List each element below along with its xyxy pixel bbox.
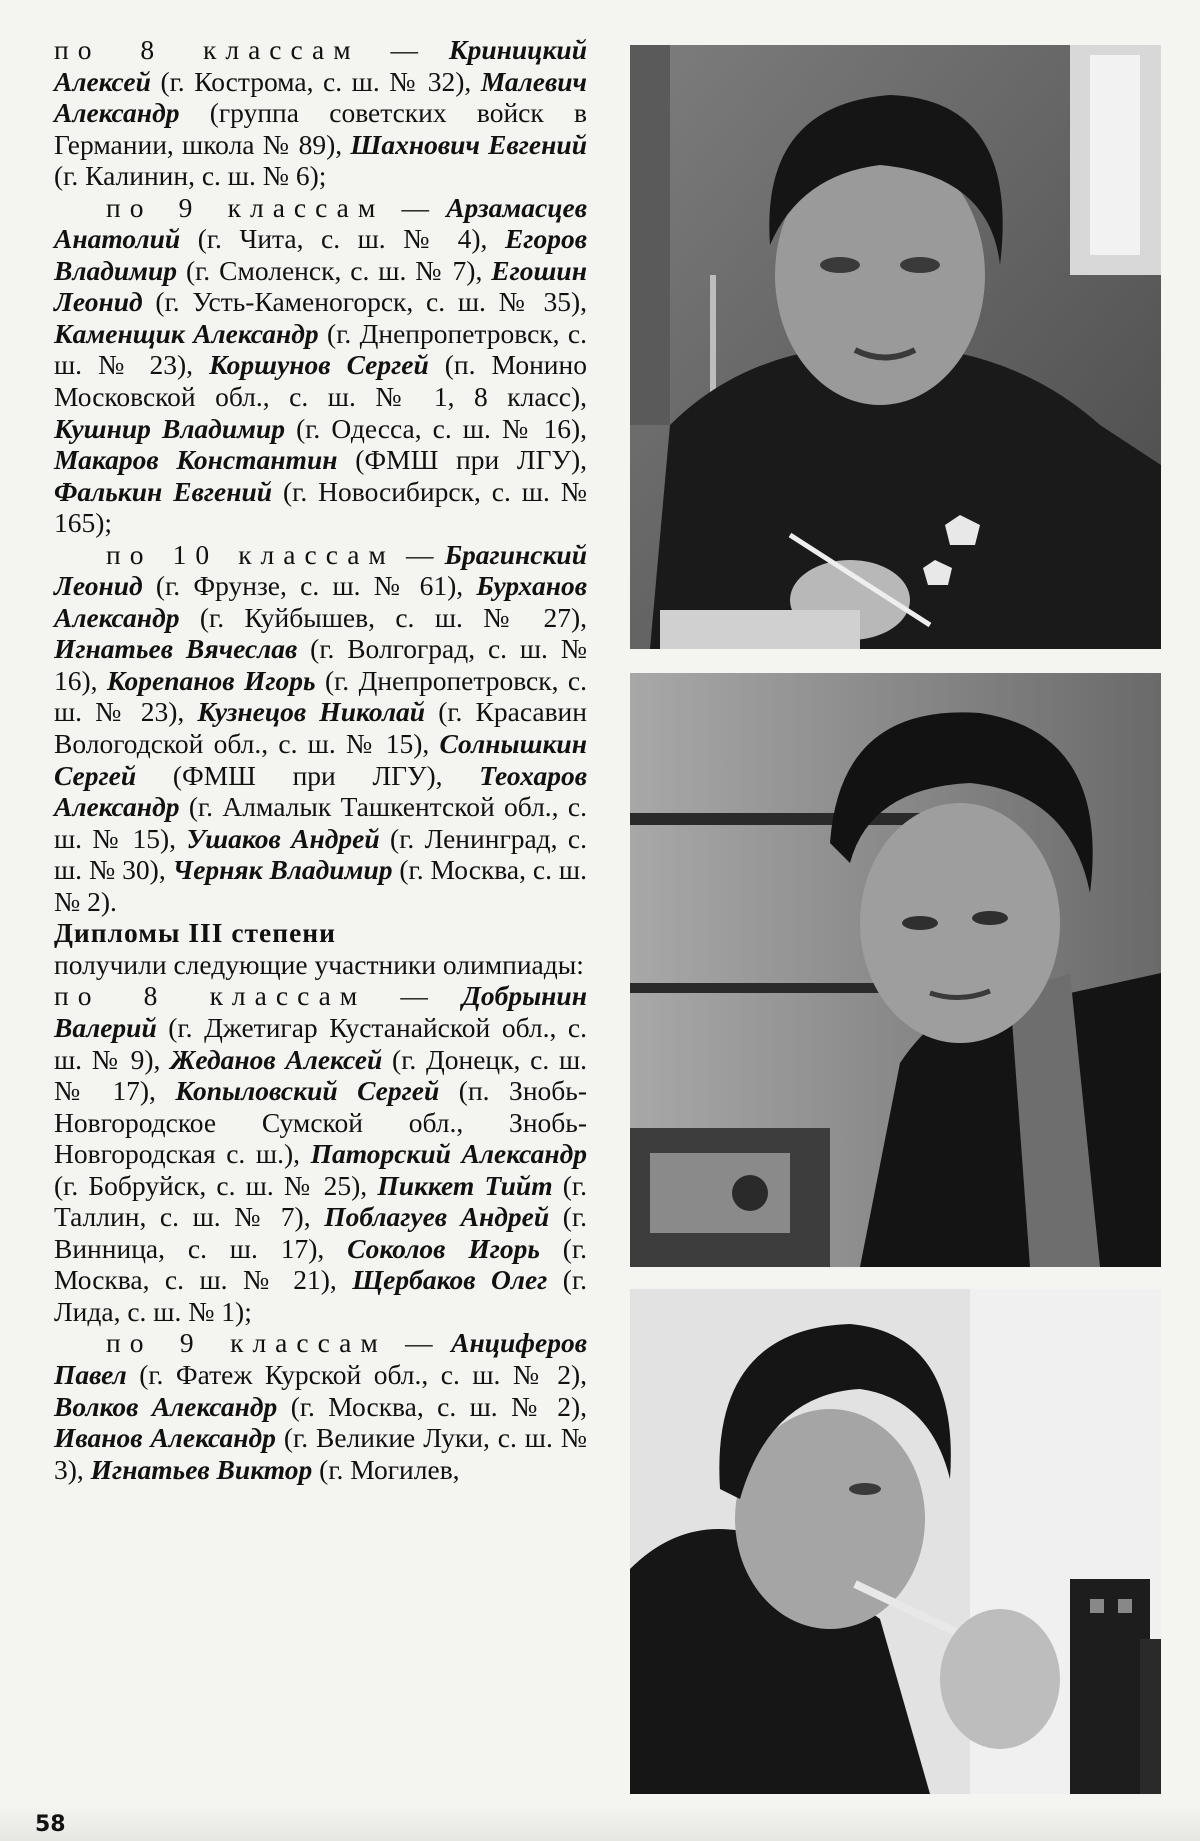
student-name: Черняк Владимир [172, 854, 393, 886]
student-location: (г. Винница, с. ш. 17), [54, 1201, 587, 1264]
student-name: Поблагуев Андрей [324, 1201, 550, 1233]
section-heading: Дипломы III степени [54, 917, 336, 949]
student-location: (г. Волгоград, с. ш. № 16), [54, 633, 587, 696]
student-name: Иванов Александр [54, 1422, 276, 1454]
student-name: Брагинский Леонид [54, 538, 587, 602]
student-portrait-2 [630, 673, 1161, 1267]
paragraph-grade-8-third-degree [54, 980, 587, 1327]
grade-label: по 9 классам [106, 1327, 387, 1359]
student-location: (г. Усть-Каменогорск, с. ш. № 35), [142, 286, 587, 318]
student-location: (г. Джетигар Кустанайской обл., с. ш. № 9), [54, 1011, 587, 1075]
student-location: (ФМШ при ЛГУ), [337, 444, 587, 476]
student-location: (г. Москва, с. ш. № 2). [54, 854, 587, 917]
student-name: Анциферов Павел [54, 1327, 587, 1390]
student-location: (г. Днепропетровск, с. ш. № 23), [54, 317, 587, 381]
photo-student-2 [630, 673, 1161, 1267]
student-location: (г. Таллин, с. ш. № 7), [54, 1169, 587, 1233]
student-location: (г. Новосибирск, с. ш. № 165); [54, 475, 587, 539]
student-name: Арзамасцев Анатолий [54, 191, 587, 255]
student-name: Шахнович Евгений [350, 128, 587, 160]
student-location: (г. Одесса, с. ш. № 16), [285, 412, 587, 444]
student-name: Копыловский Сергей [175, 1075, 440, 1107]
student-name: Кушнир Владимир [54, 412, 285, 444]
paragraph-grade-8-second-degree [54, 34, 587, 192]
dash: — [384, 191, 447, 223]
student-name: Криницкий Алексей [54, 34, 587, 97]
student-name: Волков Александр [54, 1390, 278, 1422]
dash: — [359, 34, 449, 65]
photo-student-1 [630, 45, 1161, 649]
student-name: Солнышкин Сергей [54, 728, 587, 791]
student-location: (г. Кострома, с. ш. № 32), [150, 65, 481, 97]
dash: — [394, 538, 445, 570]
student-name: Щербаков Олег [352, 1264, 548, 1296]
student-location: (г. Великие Луки, с. ш. № 3), [54, 1422, 588, 1485]
text-column [54, 34, 587, 1485]
paragraph-grade-9-third-degree [54, 1327, 587, 1485]
grade-label: по 8 классам [54, 980, 367, 1012]
student-location: (г. Ленинград, с. ш. № 30), [54, 822, 587, 886]
student-name: Егошин Леонид [54, 254, 587, 318]
student-location: (г. Смоленск, с. ш. № 7), [177, 254, 492, 286]
student-location: (п. Монино Московской обл., с. ш. № 1, 8 класс), [54, 349, 587, 413]
student-location: (г. Лида, с. ш. № 1); [54, 1264, 587, 1327]
photo-student-3 [630, 1289, 1161, 1794]
student-name: Жеданов Алексей [170, 1043, 383, 1075]
student-name: Макаров Константин [54, 444, 338, 476]
student-location: (г. Москва, с. ш. № 21), [54, 1232, 587, 1296]
student-location: (г. Чита, с. ш. № 4), [180, 223, 505, 255]
student-location: (г. Бобруйск, с. ш. № 25), [54, 1169, 378, 1201]
student-name: Кузнецов Николай [197, 696, 426, 728]
paragraph-grade-9-second-degree [54, 192, 587, 539]
grade-label: по 9 классам [106, 191, 385, 223]
student-name: Игнатьев Виктор [90, 1453, 313, 1485]
student-name: Добрынин Валерий [54, 980, 587, 1043]
student-location: (г. Фрунзе, с. ш. № 61), [142, 570, 477, 602]
dash: — [366, 980, 463, 1012]
student-name: Коршунов Сергей [209, 349, 429, 381]
paragraph-grade-10-second-degree [54, 539, 587, 918]
student-location: (г. Красавин Вологодской обл., с. ш. № 15), [54, 696, 587, 760]
page-background-shade [0, 1805, 1200, 1841]
student-name: Малевич Александр [54, 65, 587, 129]
student-location: (г. Куйбышев, с. ш. № 27), [179, 601, 587, 633]
student-location: (ФМШ при ЛГУ), [136, 759, 480, 791]
student-name: Фалькин Евгений [54, 475, 273, 507]
page-number: 58 [35, 1812, 66, 1837]
student-name: Корепанов Игорь [106, 664, 316, 696]
student-location: (группа советских войск в Германии, школа № 89), [54, 97, 587, 160]
student-name: Соколов Игорь [347, 1232, 540, 1264]
student-name: Теохаров Александр [54, 759, 587, 823]
dash: — [386, 1327, 452, 1359]
student-name: Каменщик Александр [54, 317, 319, 349]
student-name: Паторский Александр [310, 1138, 588, 1170]
grade-label: по 8 классам [54, 34, 360, 65]
student-name: Бурханов Александр [54, 570, 587, 633]
student-location: (г. Фатеж Курской обл., с. ш. № 2), [126, 1358, 587, 1390]
grade-label: по 10 классам [106, 538, 395, 570]
student-portrait-3 [630, 1289, 1161, 1794]
student-name: Пиккет Тийт [377, 1169, 553, 1201]
student-name: Игнатьев Вячеслав [54, 633, 298, 665]
student-location: (г. Москва, с. ш. № 2), [277, 1390, 587, 1422]
student-location: (г. Калинин, с. ш. № 6); [54, 160, 327, 192]
student-location: (г. Донецк, с. ш. № 17), [54, 1043, 588, 1107]
student-location: (п. Знобь-Новгородское Сумской обл., Знобь-Новгородская с. ш.), [54, 1075, 587, 1170]
student-location: (г. Могилев, [312, 1453, 460, 1485]
student-name: Ушаков Андрей [186, 822, 380, 854]
student-location: (г. Алмалык Ташкентской обл., с. ш. № 15), [54, 791, 587, 854]
student-name: Егоров Владимир [54, 223, 587, 286]
student-portrait-1 [630, 45, 1161, 649]
student-location: (г. Днепропетровск, с. ш. № 23), [54, 664, 587, 728]
paragraph-intro: получили следующие участники олимпиады: [54, 948, 584, 980]
